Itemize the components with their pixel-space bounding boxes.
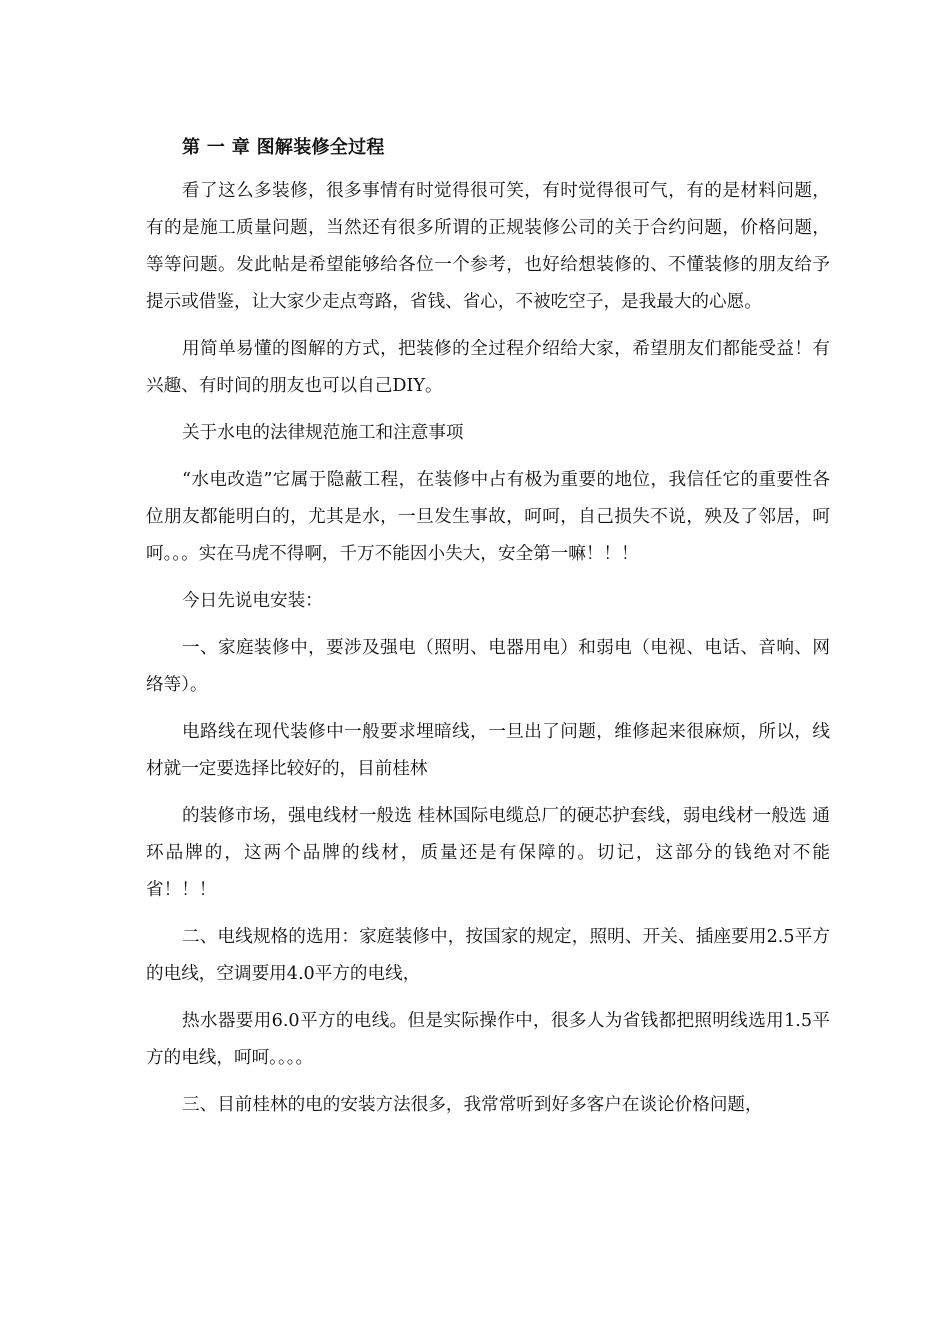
paragraph-point-two: 二、电线规格的选用：家庭装修中，按国家的规定，照明、开关、插座要用2.5平方的电线，空调要用4.0平方的电线， xyxy=(146,927,830,984)
document-body xyxy=(146,133,830,1124)
paragraph-intro: 看了这么多装修，很多事情有时觉得很可笑，有时觉得很可气，有的是材料问题，有的是施工质量问题，当然还有很多所谓的正规装修公司的关于合约问题，价格问题，等等问题。发此帖是希望能够给各位一个参考，也好给想装修的、不懂装修的朋友给予提示或借鉴，让大家少走点弯路，省钱、省心，不被吃空子，是我最大的心愿。 xyxy=(146,181,830,312)
paragraph-electric-intro: 今日先说电安装： xyxy=(182,591,323,611)
paragraph-point-one: 一、家庭装修中，要涉及强电（照明、电器用电）和弱电（电视、电话、音响、网络等）。 xyxy=(146,638,830,695)
paragraph-wire-brands: 的装修市场，强电线材一般选 桂林国际电缆总厂的硬芯护套线，弱电线材一般选 通环品牌的，这两个品牌的线材，质量还是有保障的。切记，这部分的钱绝对不能省！！！ xyxy=(146,806,830,900)
paragraph-water-electric: “水电改造”它属于隐蔽工程，在装修中占有极为重要的地位，我信任它的重要性各位朋友都能明白的，尤其是水，一旦发生事故，呵呵，自己损失不说，殃及了邻居，呵呵。。。实在马虎不得啊，千万不能因小失大，安全第一嘛！！！ xyxy=(146,470,830,564)
paragraph-water-heater: 热水器要用6.0平方的电线。但是实际操作中，很多人为省钱都把照明线选用1.5平方的电线，呵呵。。。。 xyxy=(146,1011,830,1068)
paragraph-diagram-method: 用简单易懂的图解的方式，把装修的全过程介绍给大家，希望朋友们都能受益！有兴趣、有时间的朋友也可以自己DIY。 xyxy=(146,339,830,396)
paragraph-wiring: 电路线在现代装修中一般要求埋暗线，一旦出了问题，维修起来很麻烦，所以，线材就一定要选择比较好的，目前桂林 xyxy=(146,722,830,779)
chapter-title: 第 一 章 图解装修全过程 xyxy=(182,137,385,158)
paragraph-point-three: 三、目前桂林的电的安装方法很多，我常常听到好多客户在谈论价格问题， xyxy=(182,1095,763,1115)
paragraph-plumbing-heading: 关于水电的法律规范施工和注意事项 xyxy=(182,423,464,443)
